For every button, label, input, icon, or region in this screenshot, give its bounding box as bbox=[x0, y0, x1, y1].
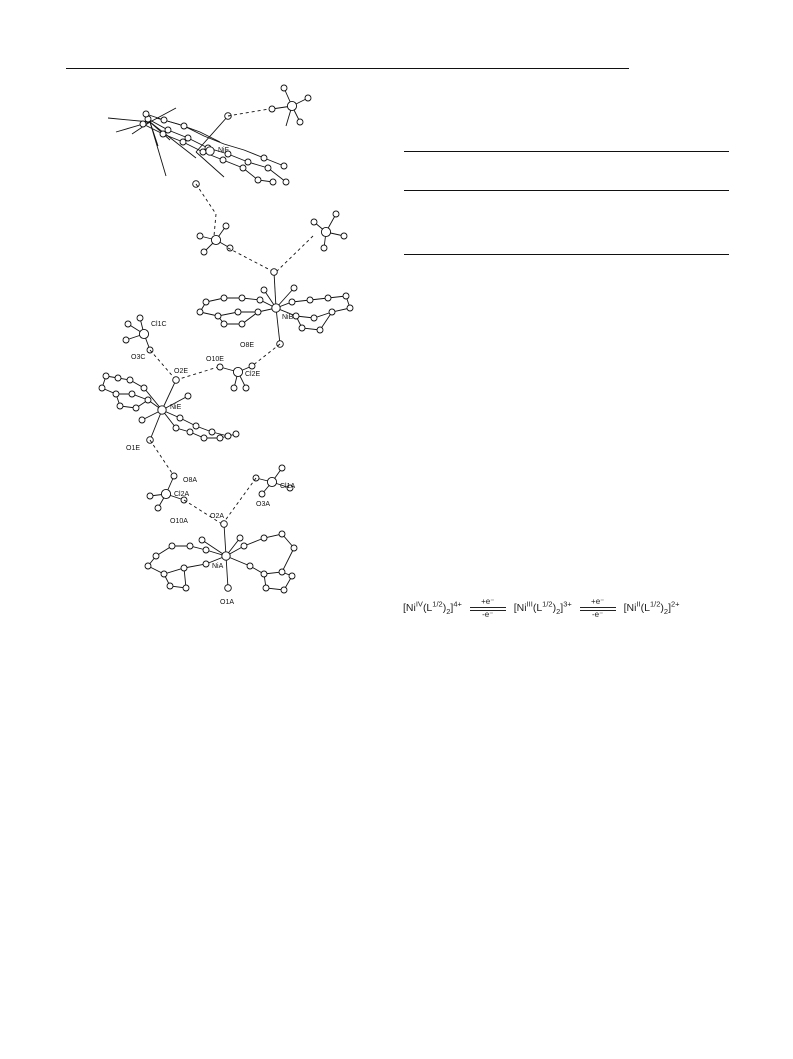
eq-right-species: $[Ni^{II}(L^{1/2})_2]^{2+}$ bbox=[623, 599, 680, 616]
nif-complex bbox=[108, 108, 289, 187]
label-o8e: O8E bbox=[240, 342, 255, 349]
nib-complex bbox=[197, 269, 353, 348]
label-o10e: O10E bbox=[206, 356, 224, 363]
label-cl2a: Cl2A bbox=[174, 491, 190, 498]
crystal-structure-figure bbox=[88, 76, 388, 636]
label-cl2e: Cl2E bbox=[245, 371, 261, 378]
nia-complex bbox=[145, 521, 297, 593]
table-rule-3 bbox=[404, 254, 729, 255]
label-nie: NiE bbox=[170, 404, 182, 411]
top-rule bbox=[66, 68, 629, 69]
redox-equation bbox=[403, 597, 680, 619]
label-nia: NiA bbox=[212, 563, 224, 570]
label-cl1a: Cl1A bbox=[280, 483, 296, 490]
perchlorate-top bbox=[269, 85, 311, 126]
eq-middle-species: $[Ni^{III}(L^{1/2})_2]^{3+}$ bbox=[513, 599, 572, 616]
table-rule-2 bbox=[404, 190, 729, 191]
label-o8a: O8A bbox=[183, 477, 198, 484]
equilibrium-arrow-1: $\frac{+e^-}{-e^-}$ bbox=[467, 597, 509, 619]
perchlorate-cl1c bbox=[123, 315, 153, 353]
label-o10a: O10A bbox=[170, 518, 188, 525]
label-o3c: O3C bbox=[131, 354, 146, 361]
perchlorate-cl1a bbox=[253, 465, 293, 497]
label-nib: NiB bbox=[282, 314, 294, 321]
perchlorate-mid-right bbox=[311, 211, 347, 251]
nie-complex bbox=[99, 373, 239, 443]
label-o1e: O1E bbox=[126, 445, 141, 452]
table-rule-1 bbox=[404, 151, 729, 152]
label-o2e: O2E bbox=[174, 368, 189, 375]
label-nif: NiF bbox=[218, 147, 229, 154]
label-o2a: O2A bbox=[210, 513, 225, 520]
label-cl1c: Cl1C bbox=[151, 321, 167, 328]
eq-left-species: $[Ni^{IV}(L^{1/2})_2]^{4+}$ bbox=[403, 599, 462, 616]
label-o1a: O1A bbox=[220, 599, 235, 606]
label-o3a: O3A bbox=[256, 501, 271, 508]
equilibrium-arrow-2: $\frac{+e^-}{-e^-}$ bbox=[577, 597, 619, 619]
